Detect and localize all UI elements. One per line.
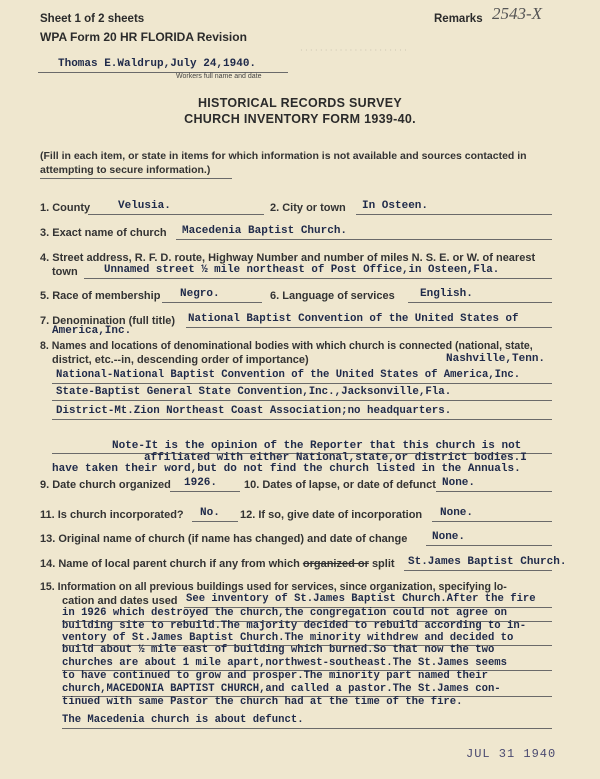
q11-label: 11. Is church incorporated?	[40, 509, 184, 521]
q5-label: 5. Race of membership	[40, 290, 161, 302]
note-line1: Note-It is the opinion of the Reporter that this church is not	[112, 440, 522, 452]
q2-city-value: In Osteen.	[362, 200, 429, 212]
note-line3: have taken their word,but do not find the church listed in the Annuals.	[52, 463, 521, 475]
q12-incorporation-date-value: None.	[440, 507, 474, 519]
q8-location-national: Nashville,Tenn.	[446, 353, 546, 365]
q15-value-line2: in 1926 which destroyed the church,the congregation could not agree on	[62, 607, 508, 619]
note-line2: affiliated with either National,state,or district bodies.I	[144, 452, 527, 464]
q15-value-line5: build about ½ mile east of building which burned.So that now the two	[62, 644, 495, 656]
remarks-label: Remarks	[434, 13, 483, 25]
form-id: WPA Form 20 HR FLORIDA Revision	[40, 30, 247, 44]
q14-parent-church-value: St.James Baptist Church.	[408, 556, 567, 568]
q6-label: 6. Language of services	[270, 290, 395, 302]
q3-church-name-value: Macedenia Baptist Church.	[182, 225, 348, 237]
q15-label: 15. Information on all previous buildings used for services, since organization, specifying lo-	[40, 581, 507, 593]
q15-value-line1: See inventory of St.James Baptist Church.After the fire	[186, 593, 536, 605]
q15-value-line9: tinued with same Pastor the church had at the time of the fire.	[62, 696, 463, 708]
worker-name-date: Thomas E.Waldrup,July 24,1940.	[58, 58, 257, 70]
instructions-line1: (Fill in each item, or state in items for which information is not available and sources contacted in	[40, 150, 527, 162]
q10-label: 10. Dates of lapse, or date of defunct	[244, 479, 436, 491]
bleed-through-text: · · · · · · · · · · · · · · · · · · · · · ·	[300, 45, 407, 55]
q7-denomination-value-2: America,Inc.	[52, 325, 132, 337]
q11-incorporated-value: No.	[200, 507, 220, 519]
q15-value-line4: ventory of St.James Baptist Church.The minority withdrew and decided to	[62, 632, 514, 644]
q1-county-value: Velusia.	[118, 200, 171, 212]
q15-value-line3: building site to rebuild.The majority decided to rebuild according to in-	[62, 620, 527, 632]
survey-title: HISTORICAL RECORDS SURVEY	[197, 96, 403, 110]
form-title: CHURCH INVENTORY FORM 1939-40.	[184, 112, 416, 126]
q8-national-body: National-National Baptist Convention of the United States of America,Inc.	[56, 369, 521, 381]
q9-organized-value: 1926.	[184, 477, 218, 489]
received-date-stamp: JUL 31 1940	[466, 747, 557, 761]
q4-address-value: Unnamed street ½ mile northeast of Post Office,in Osteen,Fla.	[104, 264, 500, 276]
q5-race-value: Negro.	[180, 288, 220, 300]
q2-label: 2. City or town	[270, 202, 346, 214]
q14-label	[40, 558, 395, 570]
q12-label: 12. If so, give date of incorporation	[240, 509, 423, 521]
q14-struck-text: organized or	[302, 558, 369, 570]
q14-label-text: 14. Name of local parent church if any from which	[40, 558, 300, 570]
q10-defunct-value: None.	[442, 477, 476, 489]
q1-label: 1. County	[40, 202, 91, 214]
q14-label-split: split	[371, 558, 395, 570]
worker-caption: Workers full name and date	[176, 73, 262, 80]
q15-label-2: cation and dates used	[62, 595, 178, 607]
q13-original-name-value: None.	[432, 531, 466, 543]
q3-label: 3. Exact name of church	[40, 227, 167, 239]
remarks-handwritten: 2543-X	[492, 4, 543, 23]
q15-value-line6: churches are about 1 mile apart,northwest-southeast.The St.James seems	[62, 657, 508, 669]
instructions-line2: attempting to secure information.)	[40, 164, 211, 176]
q8-label-2: district, etc.--in, descending order of importance)	[52, 354, 309, 366]
q15-value-line7: to have continued to grow and prosper.The minority part named their	[62, 670, 488, 682]
q7-denomination-value: National Baptist Convention of the United States of	[188, 313, 519, 325]
q8-label: 8. Names and locations of denominational bodies with which church is connected (national, state,	[40, 340, 533, 352]
q7-label: 7. Denomination (full title)	[40, 315, 176, 327]
q15-value-line8: church,MACEDONIA BAPTIST CHURCH,and called a pastor.The St.James con-	[62, 683, 501, 695]
q15-value-line10: The Macedenia church is about defunct.	[62, 714, 304, 726]
q13-label: 13. Original name of church (if name has changed) and date of change	[40, 533, 408, 545]
sheet-count: Sheet 1 of 2 sheets	[40, 13, 145, 25]
q6-language-value: English.	[420, 288, 473, 300]
q8-state-body: State-Baptist General State Convention,Inc.,Jacksonville,Fla.	[56, 386, 452, 398]
q4-label-town: town	[52, 266, 78, 278]
q8-district-body: District-Mt.Zion Northeast Coast Association;no headquarters.	[56, 405, 452, 417]
q4-label: 4. Street address, R. F. D. route, Highway Number and number of miles N. S. E. or W. of nearest	[40, 252, 536, 264]
q9-label: 9. Date church organized	[40, 479, 171, 491]
